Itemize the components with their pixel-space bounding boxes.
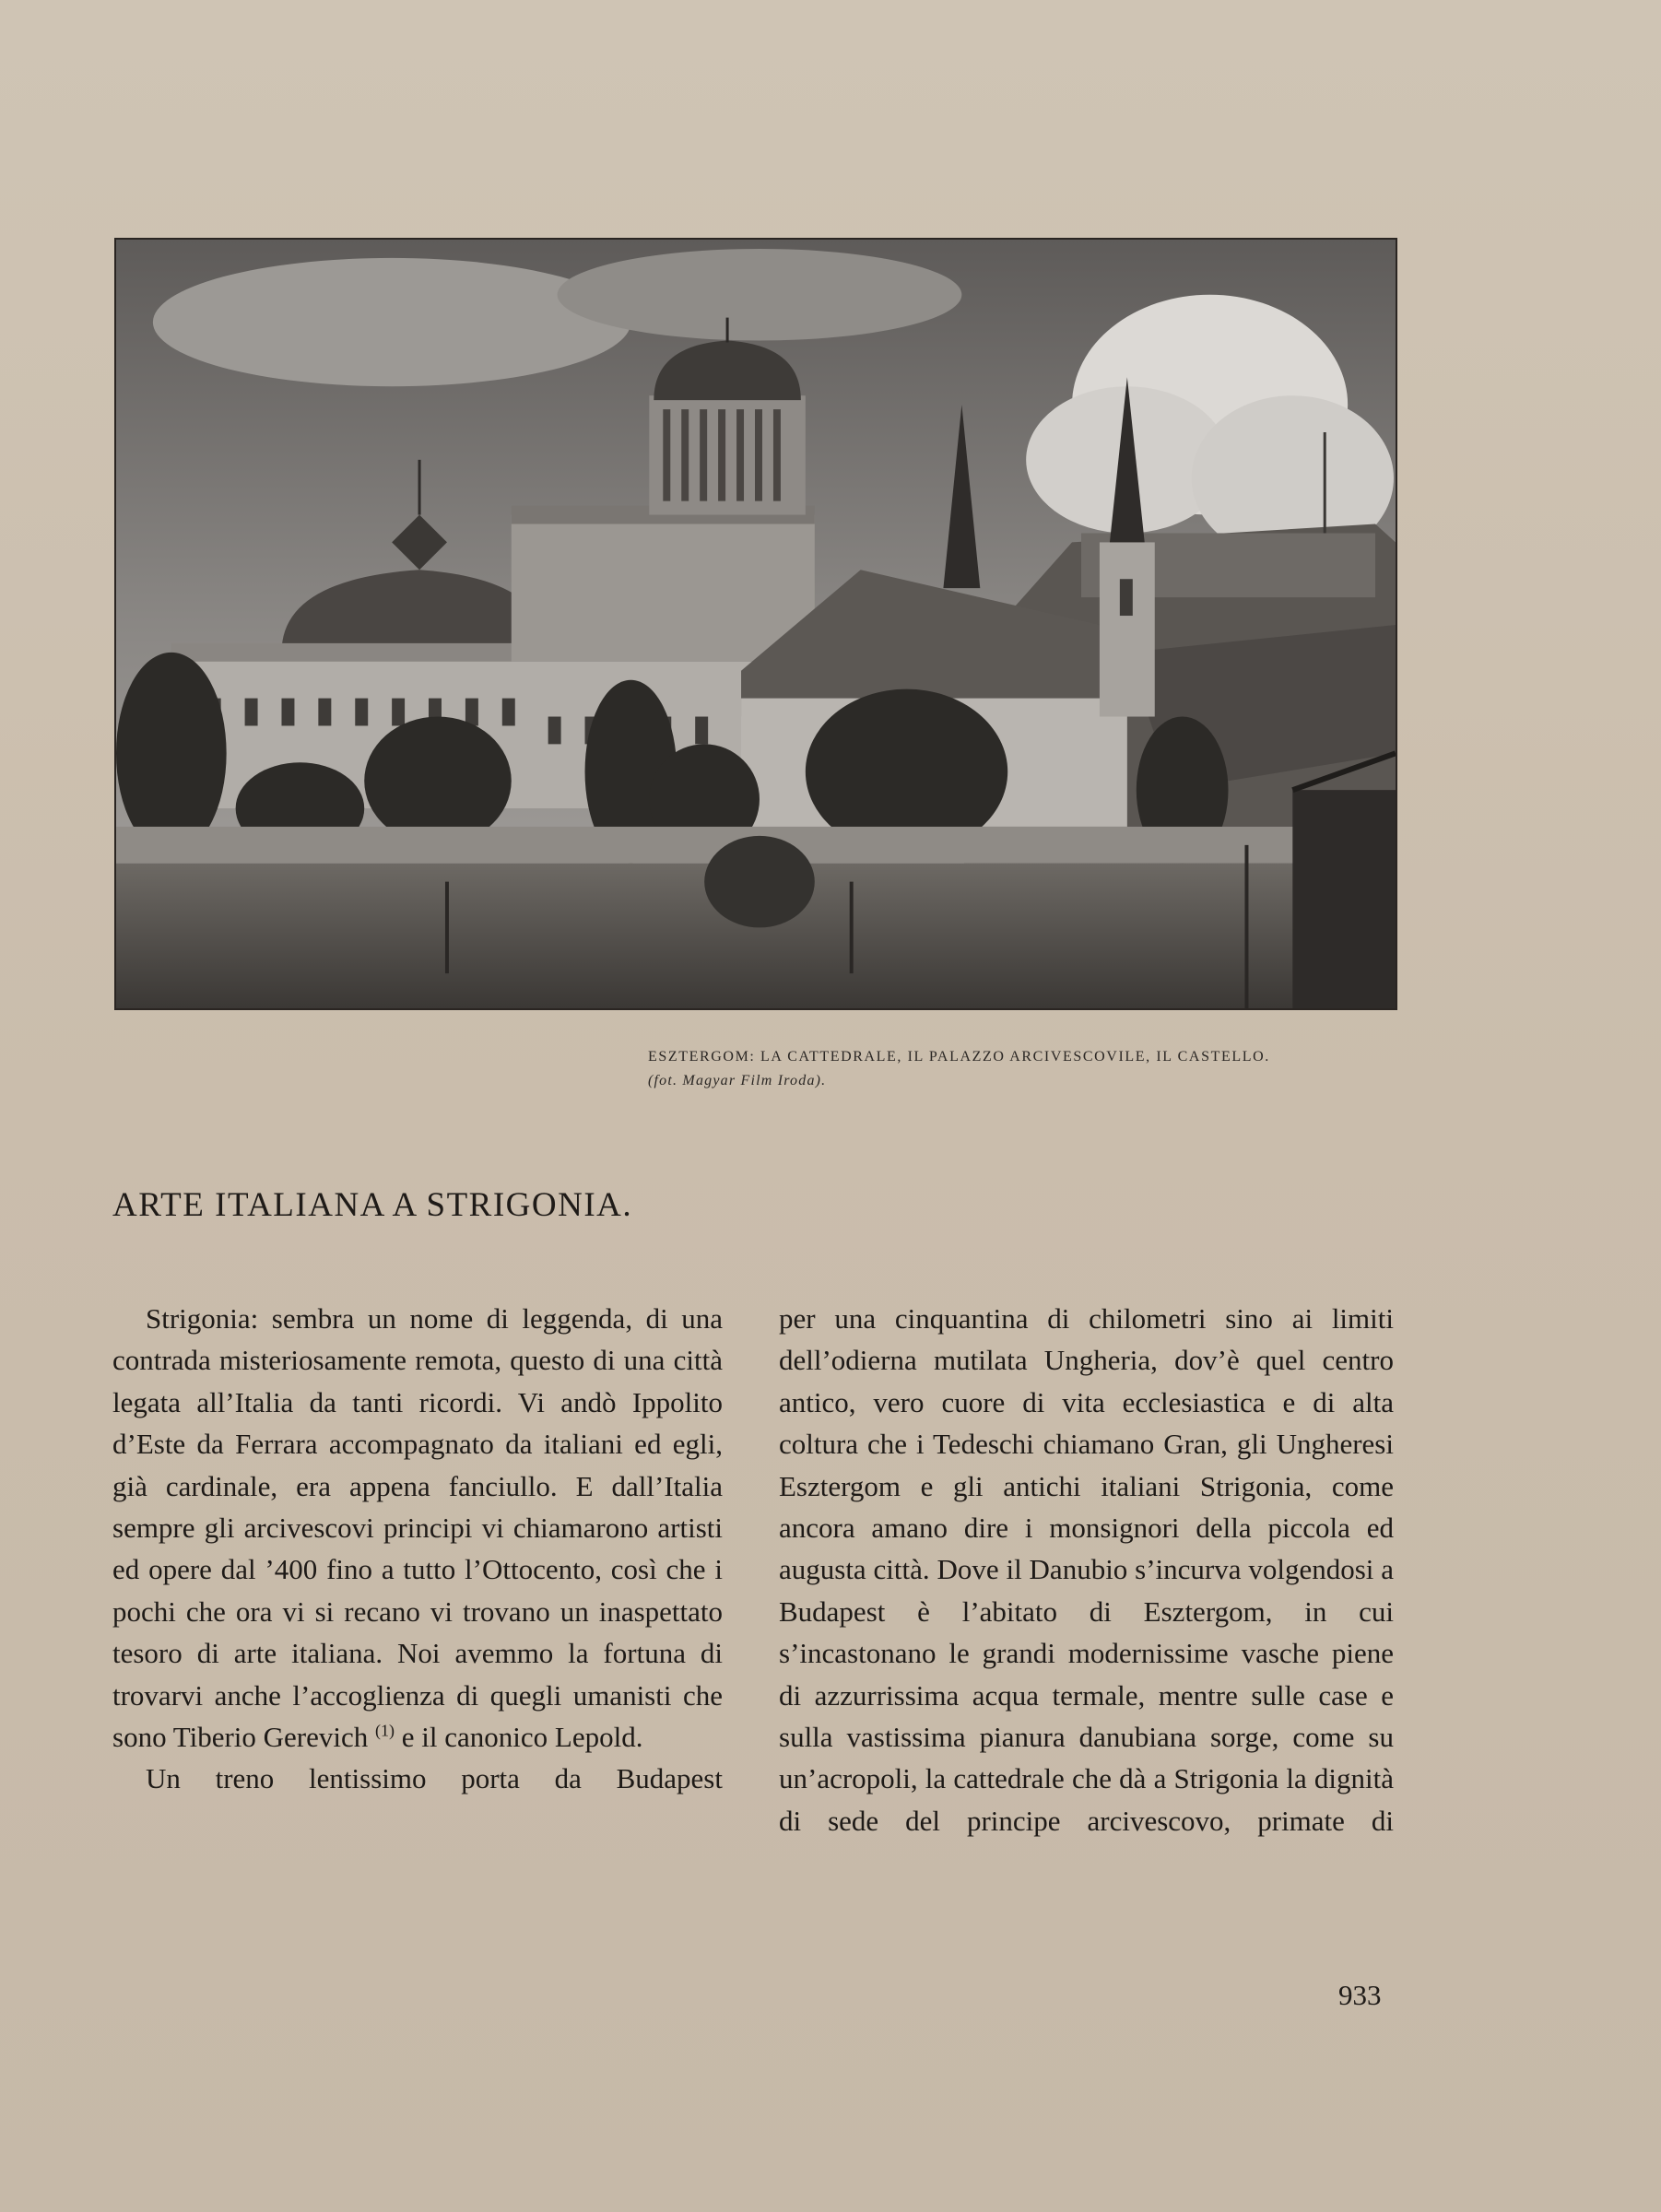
left-paragraph-1 — [112, 1298, 723, 1758]
article-title: ARTE ITALIANA A STRIGONIA. — [112, 1186, 633, 1224]
footnote-marker: (1) — [375, 1721, 395, 1740]
photo-illustration — [116, 240, 1396, 1008]
page-number: 933 — [1338, 1979, 1382, 2011]
left-column — [112, 1298, 723, 1800]
right-paragraph: per una cinquantina di chilometri sino ai limiti dell’odierna mutilata Ungheria, dov’è quel centro antico, vero cuore di vita ecclesiastica e di alta coltura che i Tedeschi chiamano Gran, gli Ungheresi Esztergom e gli antichi italiani Strigonia, come ancora amano dire i monsignori della piccola ed augusta città. Dove il Danubio s’incurva volgendosi a Budapest è l’abitato di Esztergom, in cui s’incastonano le grandi modernissime vasche piene di azzurrissima acqua termale, mentre sulle case e sulla vastissima pianura danubiana sorge, come su un’acropoli, la cattedrale che dà a Strigonia la dignità di sede del principe arcivescovo, primate di — [779, 1302, 1394, 1837]
left-paragraph-1-end: e il canonico Lepold. — [395, 1721, 643, 1754]
photo-caption — [648, 1045, 1385, 1093]
left-paragraph-1-text: Strigonia: sembra un nome di leggenda, di una contrada misteriosamente remota, questo di una città legata all’Italia da tanti ricordi. Vi andò Ippolito d’Este da Ferrara accompagnato da italiani ed egli, già cardinale, era appena fanciullo. E dall’Italia sempre gli arcivescovi principi vi chiamarono artisti ed opere dal ’400 fino a tutto l’Ottocento, così che i pochi che ora vi si recano vi trovano un inaspettato tesoro di arte italiana. Noi avemmo la fortuna di trovarvi anche l’accoglienza di quegli umanisti che sono Tiberio Gerevich — [112, 1302, 723, 1754]
caption-credit: (fot. Magyar Film Iroda). — [648, 1073, 827, 1088]
right-column — [779, 1298, 1394, 1841]
cathedral-photograph — [114, 238, 1397, 1010]
left-paragraph-2: Un treno lentissimo porta da Budapest — [146, 1762, 723, 1795]
caption-text: ESZTERGOM: LA CATTEDRALE, IL PALAZZO ARCIVESCOVILE, IL CASTELLO. — [648, 1049, 1270, 1065]
